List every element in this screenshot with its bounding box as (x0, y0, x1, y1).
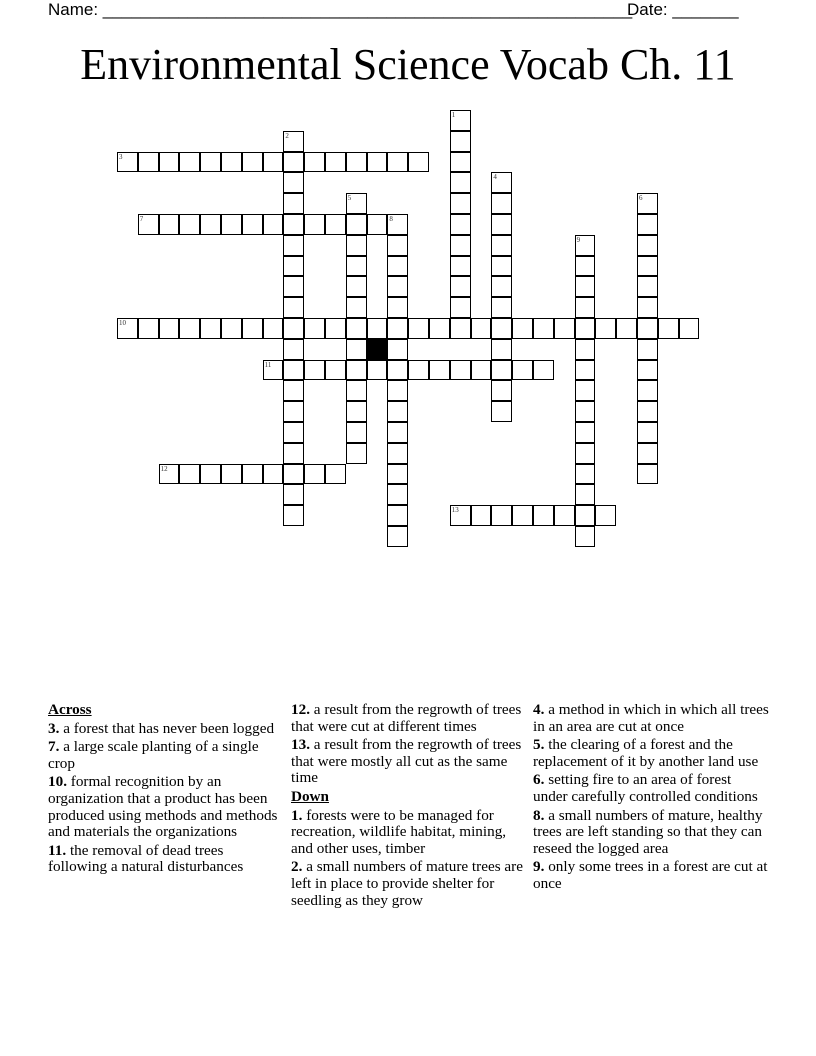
grid-cell[interactable] (283, 318, 304, 339)
clue-across-11: 11. the removal of dead trees following a natural disturbances (48, 841, 244, 876)
grid-cell[interactable] (637, 401, 658, 422)
grid-cell[interactable] (491, 214, 512, 235)
grid-cell[interactable] (387, 256, 408, 277)
grid-cell[interactable] (283, 505, 304, 526)
grid-cell[interactable] (637, 464, 658, 485)
grid-cell[interactable] (346, 235, 367, 256)
grid-cell[interactable] (491, 318, 512, 339)
grid-cell[interactable] (491, 172, 512, 193)
grid-cell[interactable] (450, 256, 471, 277)
grid-cell[interactable] (138, 152, 159, 173)
grid-cell[interactable] (325, 152, 346, 173)
grid-cell[interactable] (575, 464, 596, 485)
grid-cell[interactable] (491, 339, 512, 360)
grid-cell[interactable] (283, 131, 304, 152)
grid-cell[interactable] (575, 505, 596, 526)
grid-cell[interactable] (283, 172, 304, 193)
grid-cell[interactable] (575, 401, 596, 422)
grid-cell[interactable] (346, 193, 367, 214)
grid-cell[interactable] (367, 152, 388, 173)
grid-cell[interactable] (159, 318, 180, 339)
grid-cell[interactable] (387, 380, 408, 401)
grid-cell[interactable] (242, 318, 263, 339)
grid-cell[interactable] (637, 339, 658, 360)
grid-cell[interactable] (512, 505, 533, 526)
clue-down-5: 5. the clearing of a forest and the replacement of it by another land use (533, 736, 759, 770)
grid-cell[interactable] (387, 422, 408, 443)
grid-cell[interactable] (450, 152, 471, 173)
grid-cell[interactable] (491, 401, 512, 422)
clue-number: 3 (119, 152, 123, 161)
grid-cell[interactable] (346, 422, 367, 443)
grid-cell[interactable] (450, 172, 471, 193)
grid-cell[interactable] (387, 526, 408, 547)
clue-number: 13 (451, 506, 459, 515)
clue-number: 10 (119, 319, 126, 327)
clue-number: 11 (264, 360, 272, 369)
clue-down-9: 9. only some trees in a forest are cut at once (533, 858, 768, 892)
grid-cell[interactable] (450, 505, 471, 526)
grid-cell[interactable] (283, 339, 304, 360)
grid-cell[interactable] (283, 297, 304, 318)
grid-cell[interactable] (491, 380, 512, 401)
grid-cell[interactable] (450, 193, 471, 214)
grid-cell[interactable] (200, 464, 221, 485)
grid-cell[interactable] (346, 380, 367, 401)
clues-column-3 (533, 702, 769, 895)
grid-cell[interactable] (346, 276, 367, 297)
grid-cell[interactable] (450, 360, 471, 381)
grid-cell[interactable] (159, 464, 180, 485)
grid-cell[interactable] (346, 256, 367, 277)
grid-cell[interactable] (159, 214, 180, 235)
grid-cell[interactable] (325, 214, 346, 235)
date-field-label: Date: _______ (627, 0, 739, 19)
grid-cell[interactable] (637, 193, 658, 214)
grid-cell[interactable] (221, 214, 242, 235)
grid-cell[interactable] (554, 505, 575, 526)
grid-cell[interactable] (387, 484, 408, 505)
grid-cell[interactable] (283, 152, 304, 173)
grid-cell[interactable] (575, 276, 596, 297)
grid-cell[interactable] (263, 152, 284, 173)
clue-number: 8 (389, 215, 393, 223)
grid-cell[interactable] (283, 360, 304, 381)
grid-cell[interactable] (283, 401, 304, 422)
grid-cell[interactable] (346, 318, 367, 339)
grid-cell[interactable] (179, 152, 200, 173)
grid-cell[interactable] (491, 235, 512, 256)
grid-cell[interactable] (575, 318, 596, 339)
grid-cell[interactable] (387, 505, 408, 526)
grid-cell[interactable] (367, 214, 388, 235)
grid-cell[interactable] (263, 214, 284, 235)
grid-cell[interactable] (117, 318, 138, 339)
grid-cell[interactable] (471, 505, 492, 526)
grid-cell[interactable] (179, 318, 200, 339)
grid-cell[interactable] (283, 422, 304, 443)
grid-cell[interactable] (429, 360, 450, 381)
grid-cell[interactable] (346, 401, 367, 422)
grid-cell[interactable] (575, 526, 596, 547)
grid-cell[interactable] (221, 318, 242, 339)
grid-cell[interactable] (200, 152, 221, 173)
grid-cell[interactable] (242, 152, 263, 173)
grid-cell[interactable] (533, 360, 554, 381)
clue-across-3: 3. a forest that has never been logged (48, 719, 275, 737)
grid-cell[interactable] (637, 380, 658, 401)
grid-cell[interactable] (533, 505, 554, 526)
grid-cell[interactable] (554, 318, 575, 339)
grid-cell[interactable] (637, 214, 658, 235)
grid-cell[interactable] (283, 380, 304, 401)
grid-cell[interactable] (387, 339, 408, 360)
clue-number: 7 (139, 215, 144, 223)
clues-column-1 (48, 702, 284, 878)
grid-cell[interactable] (325, 318, 346, 339)
grid-cell[interactable] (263, 318, 284, 339)
grid-cell[interactable] (491, 276, 512, 297)
grid-cell[interactable] (367, 360, 388, 381)
grid-cell[interactable] (491, 193, 512, 214)
clue-number: 2 (285, 131, 289, 140)
grid-cell[interactable] (575, 422, 596, 443)
grid-cell[interactable] (450, 318, 471, 339)
grid-cell[interactable] (387, 152, 408, 173)
grid-cell[interactable] (325, 464, 346, 485)
grid-cell[interactable] (637, 318, 658, 339)
grid-cell[interactable] (263, 464, 284, 485)
clue-number: 1 (451, 111, 456, 119)
grid-cell[interactable] (637, 297, 658, 318)
grid-cell[interactable] (346, 152, 367, 173)
clue-across-13: 13. a result from the regrowth of trees that were mostly all cut as the same time (291, 736, 522, 787)
clue-across-12: 12. a result from the regrowth of trees that were cut at different times (291, 701, 522, 735)
grid-cell[interactable] (242, 464, 263, 485)
grid-cell[interactable] (387, 297, 408, 318)
grid-cell[interactable] (387, 401, 408, 422)
grid-cell[interactable] (263, 360, 284, 381)
grid-cell[interactable] (304, 318, 325, 339)
grid-cell[interactable] (450, 214, 471, 235)
grid-cell[interactable] (679, 318, 700, 339)
grid-cell[interactable] (283, 276, 304, 297)
clue-down-2: 2. a small numbers of mature trees are left in place to provide shelter for seedling as they grow (291, 858, 523, 909)
grid-cell[interactable] (387, 276, 408, 297)
grid-cell[interactable] (450, 297, 471, 318)
grid-cell[interactable] (283, 484, 304, 505)
clue-number: 6 (639, 194, 643, 203)
grid-cell[interactable] (450, 110, 471, 131)
grid-cell[interactable] (637, 235, 658, 256)
grid-cell[interactable] (325, 360, 346, 381)
clue-down-1: 1. forests were to be managed for recreation, wildlife habitat, mining, and other uses, timber (291, 806, 507, 857)
grid-cell[interactable] (595, 318, 616, 339)
grid-cell[interactable] (533, 318, 554, 339)
grid-cell[interactable] (575, 297, 596, 318)
clue-number: 5 (347, 194, 352, 203)
grid-cell[interactable] (575, 256, 596, 277)
grid-cell[interactable] (408, 318, 429, 339)
grid-cell[interactable] (159, 152, 180, 173)
grid-cell[interactable] (512, 360, 533, 381)
clue-across-10: 10. formal recognition by an organization that a product has been produced using methods and methods and materials the organizations (48, 773, 278, 841)
grid-cell[interactable] (429, 318, 450, 339)
grid-cell[interactable] (367, 318, 388, 339)
grid-cell[interactable] (221, 152, 242, 173)
grid-cell[interactable] (450, 131, 471, 152)
grid-cell[interactable] (283, 464, 304, 485)
grid-cell[interactable] (575, 380, 596, 401)
grid-cell[interactable] (575, 339, 596, 360)
grid-cell[interactable] (491, 505, 512, 526)
across-heading: Across (48, 701, 92, 718)
grid-cell[interactable] (346, 360, 367, 381)
clue-down-8: 8. a small numbers of mature, healthy trees are left standing so that they can reseed the logged area (533, 806, 763, 857)
grid-cell[interactable] (471, 318, 492, 339)
grid-cell[interactable] (637, 422, 658, 443)
grid-cell[interactable] (283, 256, 304, 277)
grid-cell[interactable] (200, 214, 221, 235)
grid-cell[interactable] (471, 360, 492, 381)
grid-cell[interactable] (346, 339, 367, 360)
grid-cell[interactable] (387, 235, 408, 256)
clue-number: 12 (160, 464, 168, 473)
grid-cell[interactable] (637, 276, 658, 297)
grid-cell[interactable] (387, 443, 408, 464)
grid-cell[interactable] (575, 360, 596, 381)
grid-cell[interactable] (658, 318, 679, 339)
clue-number: 9 (576, 235, 581, 244)
grid-cell[interactable] (408, 360, 429, 381)
down-heading: Down (291, 787, 329, 805)
grid-cell[interactable] (283, 214, 304, 235)
grid-cell[interactable] (491, 256, 512, 277)
grid-cell[interactable] (512, 318, 533, 339)
grid-cell[interactable] (387, 360, 408, 381)
grid-cell[interactable] (283, 235, 304, 256)
grid-cell[interactable] (408, 152, 429, 173)
grid-cell[interactable] (491, 297, 512, 318)
clue-number: 4 (493, 173, 497, 182)
grid-cell[interactable] (387, 318, 408, 339)
grid-cell[interactable] (179, 214, 200, 235)
grid-cell[interactable] (637, 256, 658, 277)
name-field-label: Name: ________________________________________________________ (48, 0, 633, 19)
clues-column-2 (291, 702, 523, 911)
grid-cell[interactable] (346, 443, 367, 464)
grid-cell[interactable] (346, 214, 367, 235)
grid-cell[interactable] (138, 214, 159, 235)
grid-cell[interactable] (283, 193, 304, 214)
grid-cell[interactable] (637, 443, 658, 464)
grid-cell[interactable] (283, 443, 304, 464)
grid-cell[interactable] (304, 214, 325, 235)
grid-cell[interactable] (387, 464, 408, 485)
grid-cell[interactable] (450, 235, 471, 256)
clue-across-7: 7. a large scale planting of a single crop (48, 738, 259, 772)
page-title: Environmental Science Vocab Ch. 11 (80, 40, 736, 89)
black-square (367, 339, 388, 360)
grid-cell[interactable] (200, 318, 221, 339)
grid-cell[interactable] (346, 297, 367, 318)
grid-cell[interactable] (616, 318, 637, 339)
grid-cell[interactable] (304, 152, 325, 173)
grid-cell[interactable] (304, 464, 325, 485)
grid-cell[interactable] (179, 464, 200, 485)
grid-cell[interactable] (450, 276, 471, 297)
grid-cell[interactable] (221, 464, 242, 485)
grid-cell[interactable] (575, 235, 596, 256)
grid-cell[interactable] (387, 214, 408, 235)
grid-cell[interactable] (575, 443, 596, 464)
grid-cell[interactable] (491, 360, 512, 381)
clue-down-6: 6. setting fire to an area of forest under carefully controlled conditions (533, 771, 758, 805)
grid-cell[interactable] (242, 214, 263, 235)
grid-cell[interactable] (304, 360, 325, 381)
grid-cell[interactable] (595, 505, 616, 526)
grid-cell[interactable] (637, 360, 658, 381)
grid-cell[interactable] (138, 318, 159, 339)
grid-cell[interactable] (117, 152, 138, 173)
grid-cell[interactable] (575, 484, 596, 505)
clue-down-4: 4. a method in which in which all trees in an area are cut at once (533, 701, 769, 735)
